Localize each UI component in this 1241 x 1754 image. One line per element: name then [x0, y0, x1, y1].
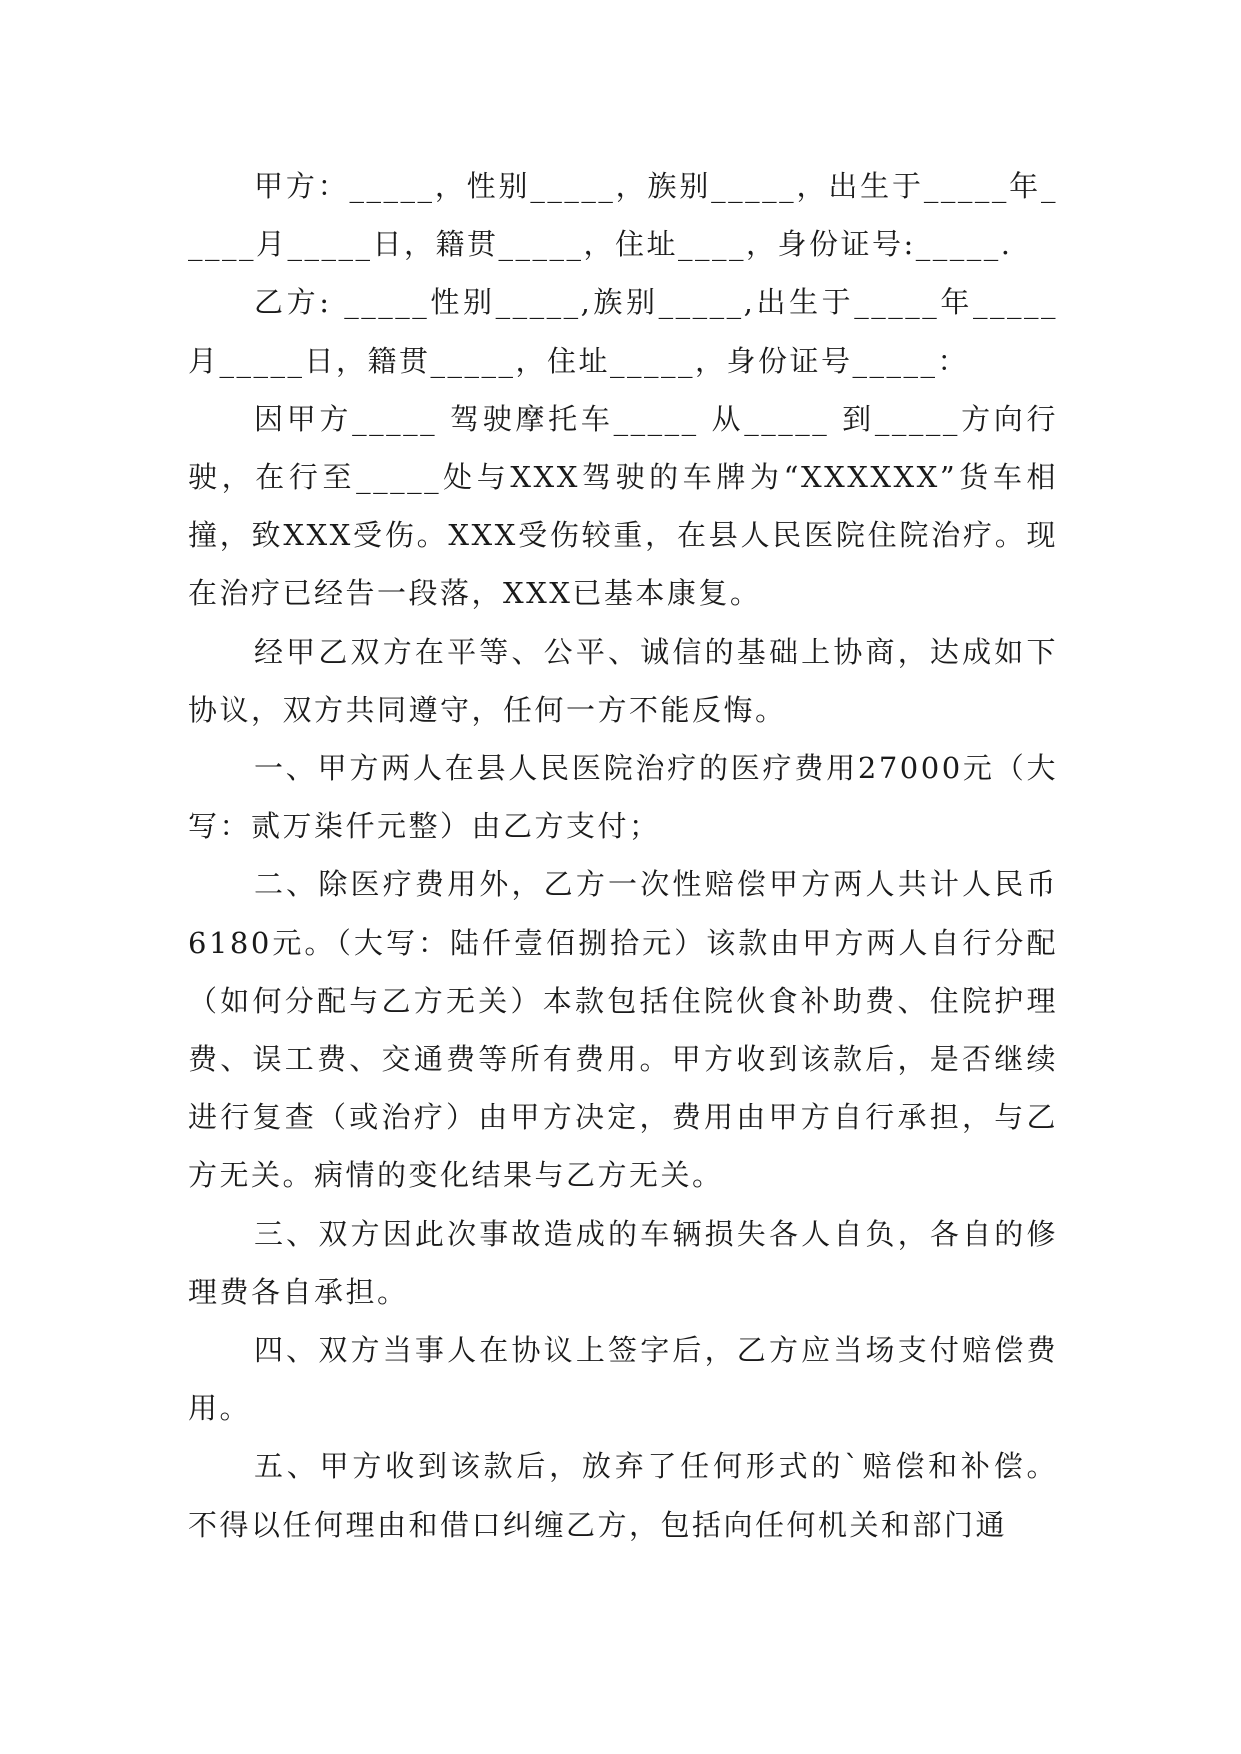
- accident-description: 因甲方_____ 驾驶摩托车_____ 从_____ 到_____方向行驶，在行至_____处与XXX驾驶的车牌为“XXXXXX”货车相撞，致XXX受伤。XXX受伤较重，在县人民医院住院治疗。现在治疗已经告一段落，XXX已基本康复。: [188, 401, 1058, 611]
- party-a-info: 甲方：_____，性别_____，族别_____，出生于_____年_____月_____日，籍贯_____，住址____，身份证号:_____.: [188, 169, 1058, 262]
- party-b-info: 乙方: _____性别_____,族别_____,出生于_____年_____月_____日，籍贯_____，住址_____，身份证号_____：: [188, 285, 1058, 378]
- clause-5: 五、甲方收到该款后，放弃了任何形式的`赔偿和补偿。不得以任何理由和借口纠缠乙方，包括向任何机关和部门通: [188, 1449, 1058, 1542]
- agreement-preamble: 经甲乙双方在平等、公平、诚信的基础上协商，达成如下协议，双方共同遵守，任何一方不能反悔。: [188, 634, 1058, 727]
- clause-3: 三、双方因此次事故造成的车辆损失各人自负，各自的修理费各自承担。: [188, 1216, 1058, 1309]
- clause-1: 一、甲方两人在县人民医院治疗的医疗费用27000元（大写：贰万柒仟元整）由乙方支付；: [188, 751, 1058, 844]
- clause-4: 四、双方当事人在协议上签字后，乙方应当场支付赔偿费用。: [188, 1333, 1058, 1426]
- clause-2: 二、除医疗费用外，乙方一次性赔偿甲方两人共计人民币6180元。（大写：陆仟壹佰捌拾元）该款由甲方两人自行分配（如何分配与乙方无关）本款包括住院伙食补助费、住院护理费、误工费、交通费等所有费用。甲方收到该款后，是否继续进行复查（或治疗）由甲方决定，费用由甲方自行承担，与乙方无关。病情的变化结果与乙方无关。: [188, 867, 1058, 1193]
- document-body: [188, 157, 1058, 1554]
